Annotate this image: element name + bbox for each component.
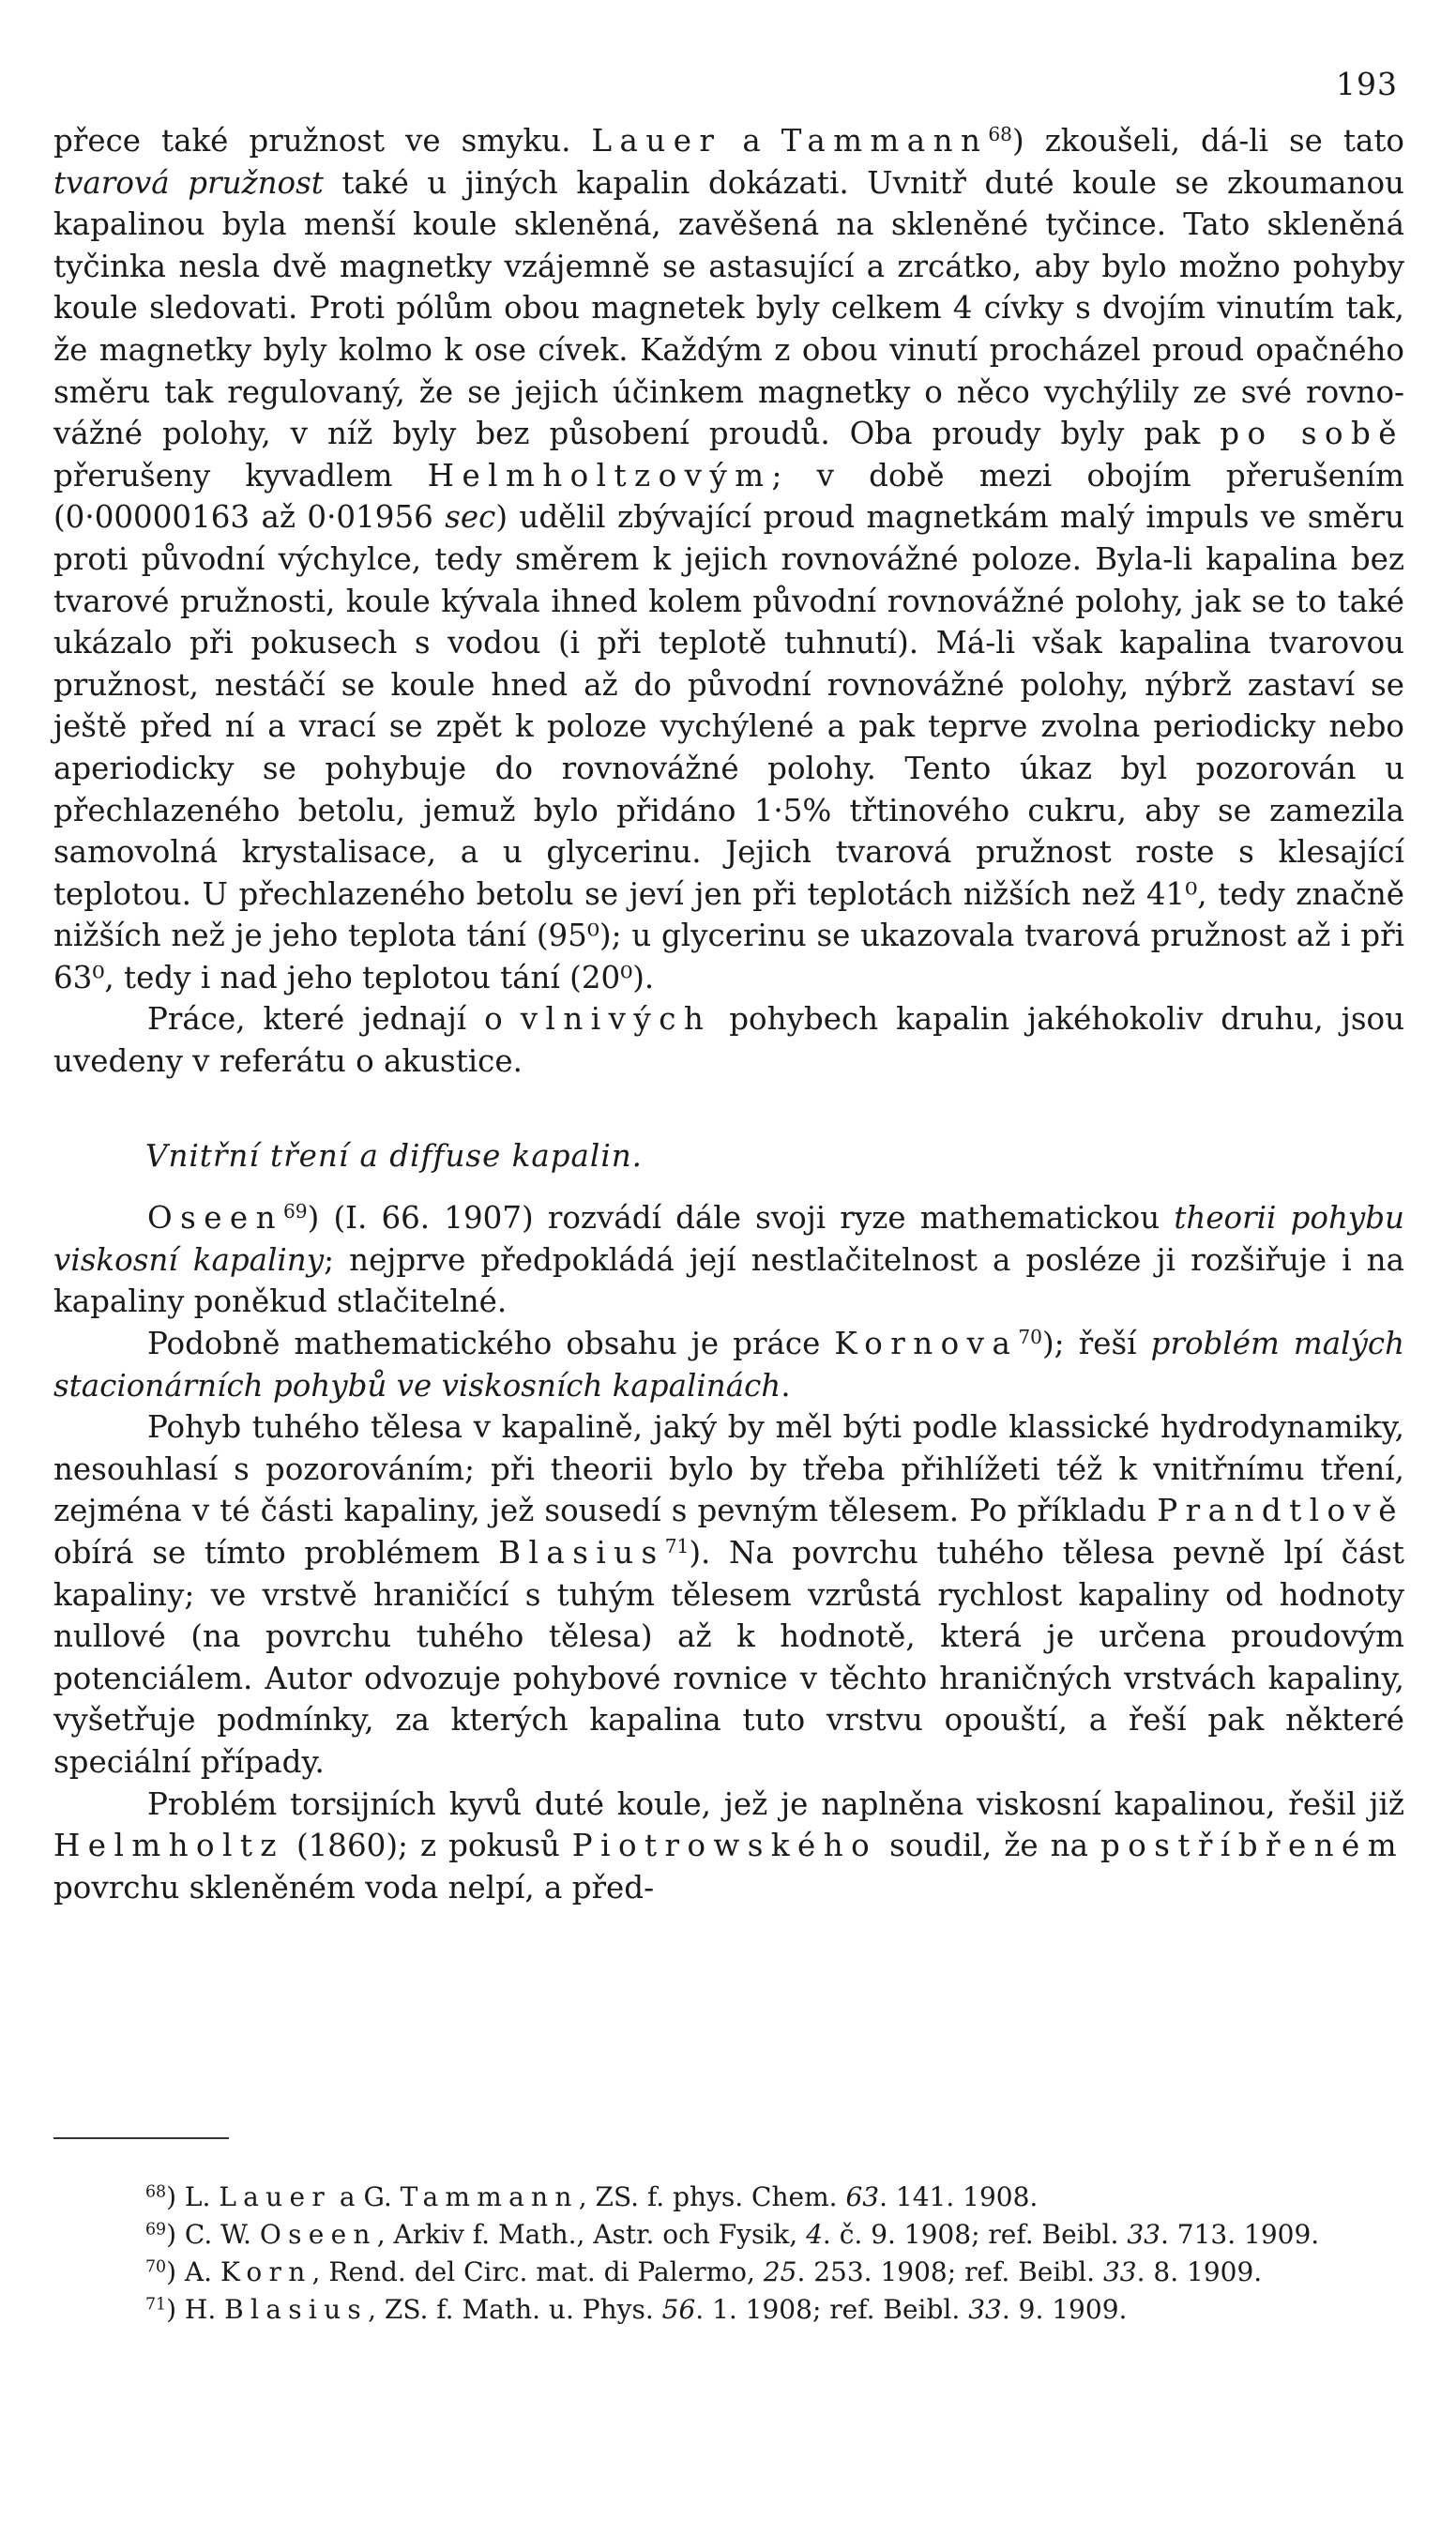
body-text: [53, 120, 1404, 1908]
spaced-name: Lauer: [591, 123, 722, 159]
text-run: . 253. 1908; ref. Beibl.: [796, 2256, 1103, 2287]
text-run: Práce, které jednají o: [147, 1001, 521, 1038]
text-run: . č. 9. 1908; ref. Beibl.: [822, 2219, 1128, 2250]
section-heading: [53, 1135, 1404, 1177]
italic-text: 63: [845, 2181, 880, 2212]
text-run: povrchu skleněném voda nelpí, a před-: [53, 1869, 655, 1906]
text-run: přerušeny kyvadlem: [53, 457, 428, 494]
footnotes: [53, 2179, 1404, 2329]
spaced-name: Lauer: [219, 2181, 331, 2212]
text-run: . 141. 1908.: [879, 2181, 1039, 2212]
text-run: , Arkiv f. Math., Astr. och Fysik,: [376, 2219, 807, 2250]
italic-text: 4: [806, 2219, 823, 2250]
text-run: ); řeší: [1041, 1326, 1151, 1362]
italic-text: 56: [661, 2294, 696, 2325]
text-run: . 8. 1909.: [1136, 2256, 1263, 2287]
footnote-ref[interactable]: 68: [145, 2182, 167, 2202]
footnote-ref[interactable]: 69: [145, 2220, 167, 2240]
italic-text: problém malých stacionárních pohybů ve viskosních kapalinách: [53, 1326, 1404, 1404]
spaced-name: Blasius: [224, 2294, 369, 2325]
text-run: přece také pružnost ve smyku.: [53, 123, 592, 159]
text-run: a: [721, 123, 781, 159]
text-run: . 713. 1909.: [1160, 2219, 1320, 2250]
italic-text: 25: [763, 2256, 797, 2287]
spaced-name: Blasius: [498, 1535, 665, 1571]
paragraph: [53, 998, 1404, 1082]
text-run: ; nejprve předpokládá její nestlačitelnost a posléze ji rozšiřuje i na kapaliny poněkud stlačitelné.: [53, 1241, 1404, 1320]
spaced-name: Helmholtz: [53, 1828, 284, 1864]
text-run: ) L.: [166, 2181, 220, 2212]
italic-text: theorii pohybu viskosní kapaliny: [53, 1200, 1404, 1278]
text-run: ) A.: [166, 2256, 220, 2287]
footnote-fn70: [53, 2254, 1404, 2291]
paragraph: [53, 1406, 1404, 1783]
text-run: .: [781, 1367, 791, 1404]
spaced-name: vlnivých: [520, 1001, 712, 1038]
spaced-name: Tammann: [781, 123, 989, 159]
footnote-ref[interactable]: 70: [1018, 1325, 1042, 1348]
text-run: ) H.: [166, 2294, 225, 2325]
spaced-name: Piotrowského: [571, 1828, 878, 1864]
text-run: ) zkoušeli, dá-li se tato: [1012, 123, 1404, 159]
footnote-ref[interactable]: 71: [664, 1534, 690, 1557]
spaced-name: po sobě: [1220, 416, 1404, 452]
text-run: Podobně mathematického obsahu je práce: [147, 1326, 835, 1362]
paragraph: [53, 1784, 1404, 1909]
italic-text: 33: [1127, 2219, 1160, 2250]
spaced-name: Prandtlově: [1157, 1493, 1404, 1529]
text-run: soudil, že na: [877, 1828, 1101, 1864]
footnote-fn68: [53, 2179, 1404, 2216]
text-run: také u jiných kapalin dokázati. Uvnitř duté koule se zkoumanou kapalinou byla menší koule skleněná, zavěšená na skleněné tyčince. Tato skleněná tyčinka nesla dvě magnetky vzájemně se astasující a zrcátko, aby bylo možno pohyby koule sledovati. Proti pólům obou magnetek byly celkem 4 cívky s dvojím vinutím tak, že magnetky byly kolmo k ose cívek. Každým z obou vinutí procházel proud opačného směru tak regulovaný, že se jejich účinkem magnetky o něco vychýlily ze své rovnovážné polohy, v níž byly bez působení proudů. Oba proudy byly pak: [53, 164, 1404, 452]
text-run: (1860); z pokusů: [283, 1828, 572, 1864]
text-run: . 1. 1908; ref. Beibl.: [695, 2294, 969, 2325]
italic-text: tvarová pružnost: [53, 164, 324, 201]
paragraph: [53, 1197, 1404, 1323]
text-run: ) (I. 66. 1907) rozvádí dále svoji ryze mathematickou: [307, 1200, 1175, 1237]
footnote-fn71: [53, 2291, 1404, 2329]
page-number: 193: [1336, 66, 1398, 102]
footnote-ref[interactable]: 71: [145, 2295, 167, 2315]
footnote-fn69: [53, 2216, 1404, 2254]
text-run: , ZS. f. phys. Chem.: [578, 2181, 846, 2212]
spaced-name: Oseen: [259, 2219, 377, 2250]
italic-text: sec: [445, 499, 496, 536]
text-run: ) C. W.: [166, 2219, 260, 2250]
spaced-name: Helmholtzovým: [427, 457, 772, 494]
text-run: Problém torsijních kyvů duté koule, jež je naplněna viskosní kapalinou, řešil již: [147, 1785, 1404, 1822]
footnote-ref[interactable]: 68: [988, 122, 1012, 145]
text-run: Pohyb tuhého tělesa v kapalině, jaký by měl býti podle klassické hydrodynamiky, nesouhlasí s pozorováním; při theorii bylo by třeba přihlížeti též k vnitřnímu tření, zejména v té části kapaliny, jež sousedí s pevným tělesem. Po příkladu: [53, 1409, 1404, 1529]
text-run: . 9. 1909.: [1001, 2294, 1128, 2325]
italic-text: 33: [968, 2294, 1002, 2325]
text-run: obírá se tímto problémem: [53, 1535, 499, 1571]
spaced-name: postříbřeném: [1100, 1828, 1405, 1864]
spaced-name: Oseen: [147, 1200, 283, 1237]
paragraph: [53, 1323, 1404, 1406]
italic-text: 33: [1102, 2256, 1137, 2287]
text-run: , Rend. del Circ. mat. di Palermo,: [311, 2256, 764, 2287]
spaced-name: Tammann: [400, 2181, 579, 2212]
footnote-ref[interactable]: 70: [145, 2257, 167, 2277]
footnote-divider: [53, 2137, 229, 2139]
text-run: a G.: [331, 2181, 401, 2212]
text-run: ). Na povrchu tuhého tělesa pevně lpí část kapaliny; ve vrstvě hraničící s tuhým tělesem vzrůstá rychlost kapaliny od hodnoty nullové (na povrchu tuhého tělesa) až k hodnotě, která je určena proudovým potenciálem. Autor odvozuje pohybové rovnice v těchto hraničných vrstvách kapaliny, vyšetřuje podmínky, za kterých kapalina tuto vrstvu opouští, a řeší pak některé speciální případy.: [53, 1535, 1404, 1780]
paragraph: [53, 120, 1404, 998]
text-run: ) udělil zbývající proud magnetkám malý impuls ve směru proti původní výchylce, tedy směrem k jejich rovnovážné poloze. Byla-li kapalina bez tvarové pružnosti, koule kývala ihned kolem původní rovnovážné polohy, jak se to také ukázalo při pokusech s vodou (i při teplotě tuhnutí). Má-li však kapalina tvarovou pružnost, nestáčí se koule hned až do původní rovnovážné polohy, nýbrž zastaví se ještě před ní a vrací se zpět k poloze vychýlené a pak teprve zvolna periodicky nebo aperiodicky se pohybuje do rovnovážné polohy. Tento úkaz byl pozorován u přechlazeného betolu, jemuž bylo přidáno 1·5% třtinového cukru, aby se zamezila samovolná krystalisace, a u glycerinu. Jejich tvarová pružnost roste s klesající teplotou. U přechlazeného betolu se jeví jen při teplotách nižších než 41⁰, tedy značně nižších než je jeho teplota tání (95⁰); u glycerinu se ukazovala tvarová pružnost až i při 63⁰, tedy i nad jeho teplotou tání (20⁰).: [53, 499, 1404, 995]
text-run: pohybech kapalin jakéhokoliv druhu, jsou uvedeny v referátu o akustice.: [53, 1001, 1405, 1080]
text-run: ; v době mezi obojím přerušením (0·00000163 až 0·01956: [53, 457, 1405, 536]
spaced-name: Kornova: [834, 1326, 1019, 1362]
text-run: Vnitřní tření a diffuse kapalin.: [145, 1137, 643, 1174]
text-run: , ZS. f. Math. u. Phys.: [368, 2294, 662, 2325]
spaced-name: Korn: [220, 2256, 312, 2287]
footnote-ref[interactable]: 69: [282, 1200, 308, 1223]
